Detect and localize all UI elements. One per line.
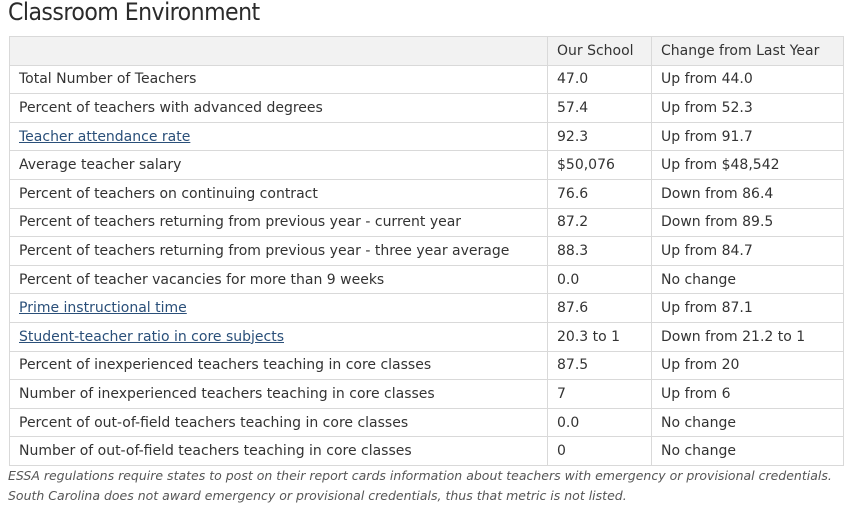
our-school-value: $50,076 <box>548 151 652 180</box>
our-school-value: 7 <box>548 380 652 409</box>
metric-cell: Number of inexperienced teachers teaching in core classes <box>10 380 548 409</box>
change-value: No change <box>652 437 844 466</box>
metric-link[interactable]: Prime instructional time <box>19 300 187 317</box>
header-metric <box>10 37 548 66</box>
change-value: Up from 20 <box>652 351 844 380</box>
metric-cell: Percent of teacher vacancies for more than 9 weeks <box>10 265 548 294</box>
change-value: Up from 91.7 <box>652 122 844 151</box>
change-value: Up from $48,542 <box>652 151 844 180</box>
our-school-value: 87.2 <box>548 208 652 237</box>
change-value: Down from 89.5 <box>652 208 844 237</box>
change-value: Down from 21.2 to 1 <box>652 322 844 351</box>
change-value: No change <box>652 265 844 294</box>
table-row <box>10 322 844 351</box>
table-row <box>10 179 844 208</box>
metric-link[interactable]: Teacher attendance rate <box>19 128 191 145</box>
header-change-from-last-year: Change from Last Year <box>652 37 844 66</box>
footnote: ESSA regulations require states to post on their report cards information about teachers with emergency or provisional credentials. South Carolina does not award emergency or provisional credentials, thus that metric is not listed. <box>8 468 832 503</box>
our-school-value: 87.5 <box>548 351 652 380</box>
header-our-school: Our School <box>548 37 652 66</box>
our-school-value: 57.4 <box>548 94 652 123</box>
table-row <box>10 380 844 409</box>
table-row <box>10 94 844 123</box>
our-school-value: 87.6 <box>548 294 652 323</box>
classroom-environment-table <box>9 36 844 466</box>
metric-cell: Percent of teachers returning from previous year - three year average <box>10 237 548 266</box>
table-header-row <box>10 37 844 66</box>
change-value: No change <box>652 408 844 437</box>
page-title: Classroom Environment <box>8 0 260 26</box>
our-school-value: 0.0 <box>548 408 652 437</box>
our-school-value: 0.0 <box>548 265 652 294</box>
table-row <box>10 65 844 94</box>
table-row <box>10 265 844 294</box>
metric-cell: Percent of inexperienced teachers teaching in core classes <box>10 351 548 380</box>
our-school-value: 76.6 <box>548 179 652 208</box>
metric-cell <box>10 122 548 151</box>
metric-cell: Percent of out-of-field teachers teaching in core classes <box>10 408 548 437</box>
metric-cell: Percent of teachers with advanced degrees <box>10 94 548 123</box>
table-row <box>10 151 844 180</box>
table-row <box>10 237 844 266</box>
table-row <box>10 351 844 380</box>
metric-cell <box>10 322 548 351</box>
our-school-value: 0 <box>548 437 652 466</box>
our-school-value: 88.3 <box>548 237 652 266</box>
table-row <box>10 208 844 237</box>
metric-cell: Percent of teachers on continuing contract <box>10 179 548 208</box>
metric-link[interactable]: Student-teacher ratio in core subjects <box>19 328 284 345</box>
metric-cell: Percent of teachers returning from previous year - current year <box>10 208 548 237</box>
change-value: Up from 6 <box>652 380 844 409</box>
change-value: Up from 84.7 <box>652 237 844 266</box>
metric-cell: Total Number of Teachers <box>10 65 548 94</box>
table-row <box>10 294 844 323</box>
our-school-value: 92.3 <box>548 122 652 151</box>
table-row <box>10 437 844 466</box>
metric-cell: Average teacher salary <box>10 151 548 180</box>
our-school-value: 47.0 <box>548 65 652 94</box>
change-value: Up from 52.3 <box>652 94 844 123</box>
change-value: Down from 86.4 <box>652 179 844 208</box>
change-value: Up from 87.1 <box>652 294 844 323</box>
table-row <box>10 122 844 151</box>
our-school-value: 20.3 to 1 <box>548 322 652 351</box>
table-body <box>10 65 844 465</box>
table-row <box>10 408 844 437</box>
change-value: Up from 44.0 <box>652 65 844 94</box>
metric-cell <box>10 294 548 323</box>
metric-cell: Number of out-of-field teachers teaching in core classes <box>10 437 548 466</box>
